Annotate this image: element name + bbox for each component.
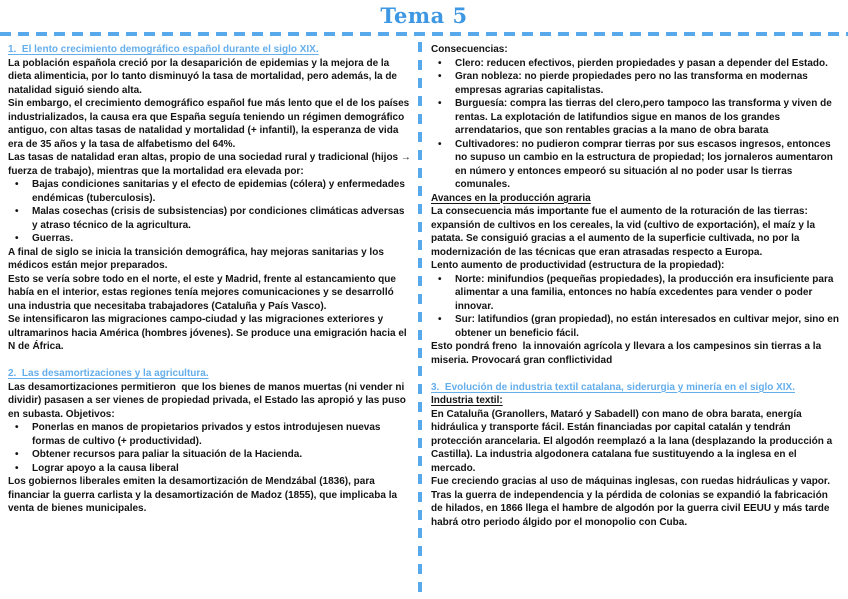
consequences-bullet-list [431,57,842,192]
page-title: Tema 5 [380,3,468,28]
industria-textil-subheading: Industria textil: [431,395,503,406]
paragraph: Fue creciendo gracias al uso de máquinas inglesas, con ruedas hidráulicas y vapor. Tras la guerra de independencia y la pérdida de colonias se expandió la fabricación de hilados, en 1866 llega el hambre de algodón por la guerra civil EEUU y más tarde habrá otro periodo álgido por el monopolio con Cuba. [431,476,833,528]
bullet-item: • Bajas condiciones sanitarias y el efecto de epidemias (cólera) y enfermedades endémicas (tuberculosis). [8,178,412,205]
bullet-item: • Gran nobleza: no pierde propiedades pero no las transforma en modernas empresas agrarias capitalistas. [431,70,842,97]
consequences-label: Consecuencias: [431,44,508,55]
bullet-item: • Burguesía: compra las tierras del clero,pero tampoco las transforma y viven de rentas. La explotación de latifundios sigue en manos de los grandes arrendatarios, que son rentables gracias a la mano de obra barata [431,97,842,138]
avances-subheading: Avances en la producción agraria [431,192,591,204]
horizontal-divider [0,32,848,36]
right-column [431,43,842,529]
paragraph: Lento aumento de productividad (estructura de la propiedad): [431,260,725,271]
section-2-heading: 2. Las desamortizaciones y la agricultura. [8,368,209,379]
bullet-item: • Guerras. [8,232,412,246]
paragraph: Las tasas de natalidad eran altas, propio de una sociedad rural y tradicional (hijos → fuerza de trabajo), mientras que la mortalidad era elevada por: [8,152,414,177]
paragraph: Sin embargo, el crecimiento demográfico español fue más lento que el de los países industrializados, la causa era que España seguía teniendo un régimen demográfico antiguo, con altas tasas de natalidad y mortalidad (+ infantil), la esperanza de vida era de 35 años y la tasa de alfabetismo del 64%. [8,98,413,150]
bullet-item: • Norte: minifundios (pequeñas propiedades), la producción era insuficiente para alimentar a una familia, entonces no había excedentes para vender o poder innovar. [431,273,842,314]
section-2-bullet-list [8,421,412,475]
paragraph: Esto pondrá freno la innovaión agrícola y llevara a los campesinos sin tierras a la miseria. Provocará gran conflictividad [431,341,824,366]
left-column [8,43,412,516]
bullet-item: • Obtener recursos para paliar la situación de la Hacienda. [8,448,412,462]
section-3-heading: 3. Evolución de industria textil catalana, siderurgia y minería en el siglo XIX. [431,381,796,393]
paragraph: Las desamortizaciones permitieron que los bienes de manos muertas (ni vender ni dividir) pasasen a ser vienes de propiedad privada, el Estado las apropió y las puso en subasta. Objetivos: [8,381,409,420]
paragraph: A final de siglo se inicia la transición demográfica, hay mejoras sanitarias y los médicos están mejor preparados. [8,246,387,271]
bullet-item: • Lograr apoyo a la causa liberal [8,462,412,476]
bullet-item: • Cultivadores: no pudieron comprar tierras por sus escasos ingresos, entonces no supuso un cambio en la estructura de propiedad; los jornaleros aumentaron en número y entonces empeoró su situación al no poder usar ls tierras comunales. [431,138,842,192]
paragraph: Los gobiernos liberales emiten la desamortización de Mendzábal (1836), para financiar la guerra carlista y la desamortización de Madoz (1855), que implicaba la venta de bienes municipales. [8,476,400,514]
bullet-item: • Sur: latifundios (gran propiedad), no están interesados en cultivar mejor, sino en obtener un beneficio fácil. [431,313,842,340]
bullet-item: • Malas cosechas (crisis de subsistencias) por condiciones climáticas adversas y atraso técnico de la agricultura. [8,205,412,232]
blank-line [8,354,412,368]
paragraph: En Cataluña (Granollers, Mataró y Sabadell) con mano de obra barata, energía hidráulica y transporte fácil. Están financiadas por capital catalán y tendrán protección arancelaria. El algodón reemplazó a la lana (desplazando la producción a Castilla). La industria algodonera catalana fue sustituyendo a la inglesa en el mercado. [431,408,836,474]
bullet-item: • Clero: reducen efectivos, pierden propiedades y pasan a depender del Estado. [431,57,842,71]
paragraph: La consecuencia más importante fue el aumento de la roturación de las tierras: expansión de cultivos en los cereales, la vid (cultivo de exportación), el maíz y la patata. Se consiguió gracias a el aumento de la superficie cultivada, no por la modernización de las técnicas que eran atrasadas respecto a Europa. [431,206,818,258]
bullet-item: • Ponerlas en manos de propietarios privados y estos introdujesen nuevas formas de cultivo (+ productividad). [8,421,412,448]
avances-bullet-list [431,273,842,341]
section-1-heading: 1. El lento crecimiento demográfico español durante el siglo XIX. [8,44,319,55]
blank-line [431,367,842,381]
section-1-bullet-list [8,178,412,246]
paragraph: La población española creció por la desaparición de epidemias y la mejora de la dieta alimenticia, por lo tanto disminuyó la tasa de mortalidad, pero además, la de natalidad siguió siendo alta. [8,57,400,96]
column-divider [418,42,422,599]
paragraph: Esto se vería sobre todo en el norte, el este y Madrid, frente al estancamiento que había en el interior, estas regiones tenía mejores comunicaciones y se desarrolló una industria que necesitaba trabajadores (Cataluña y País Vasco). [8,273,399,312]
paragraph: Se intensificaron las migraciones campo-ciudad y las migraciones exteriores y ultramarinos hacia América (hombres jóvenes). Se produce una emigración hacia el N de África. [8,314,410,352]
